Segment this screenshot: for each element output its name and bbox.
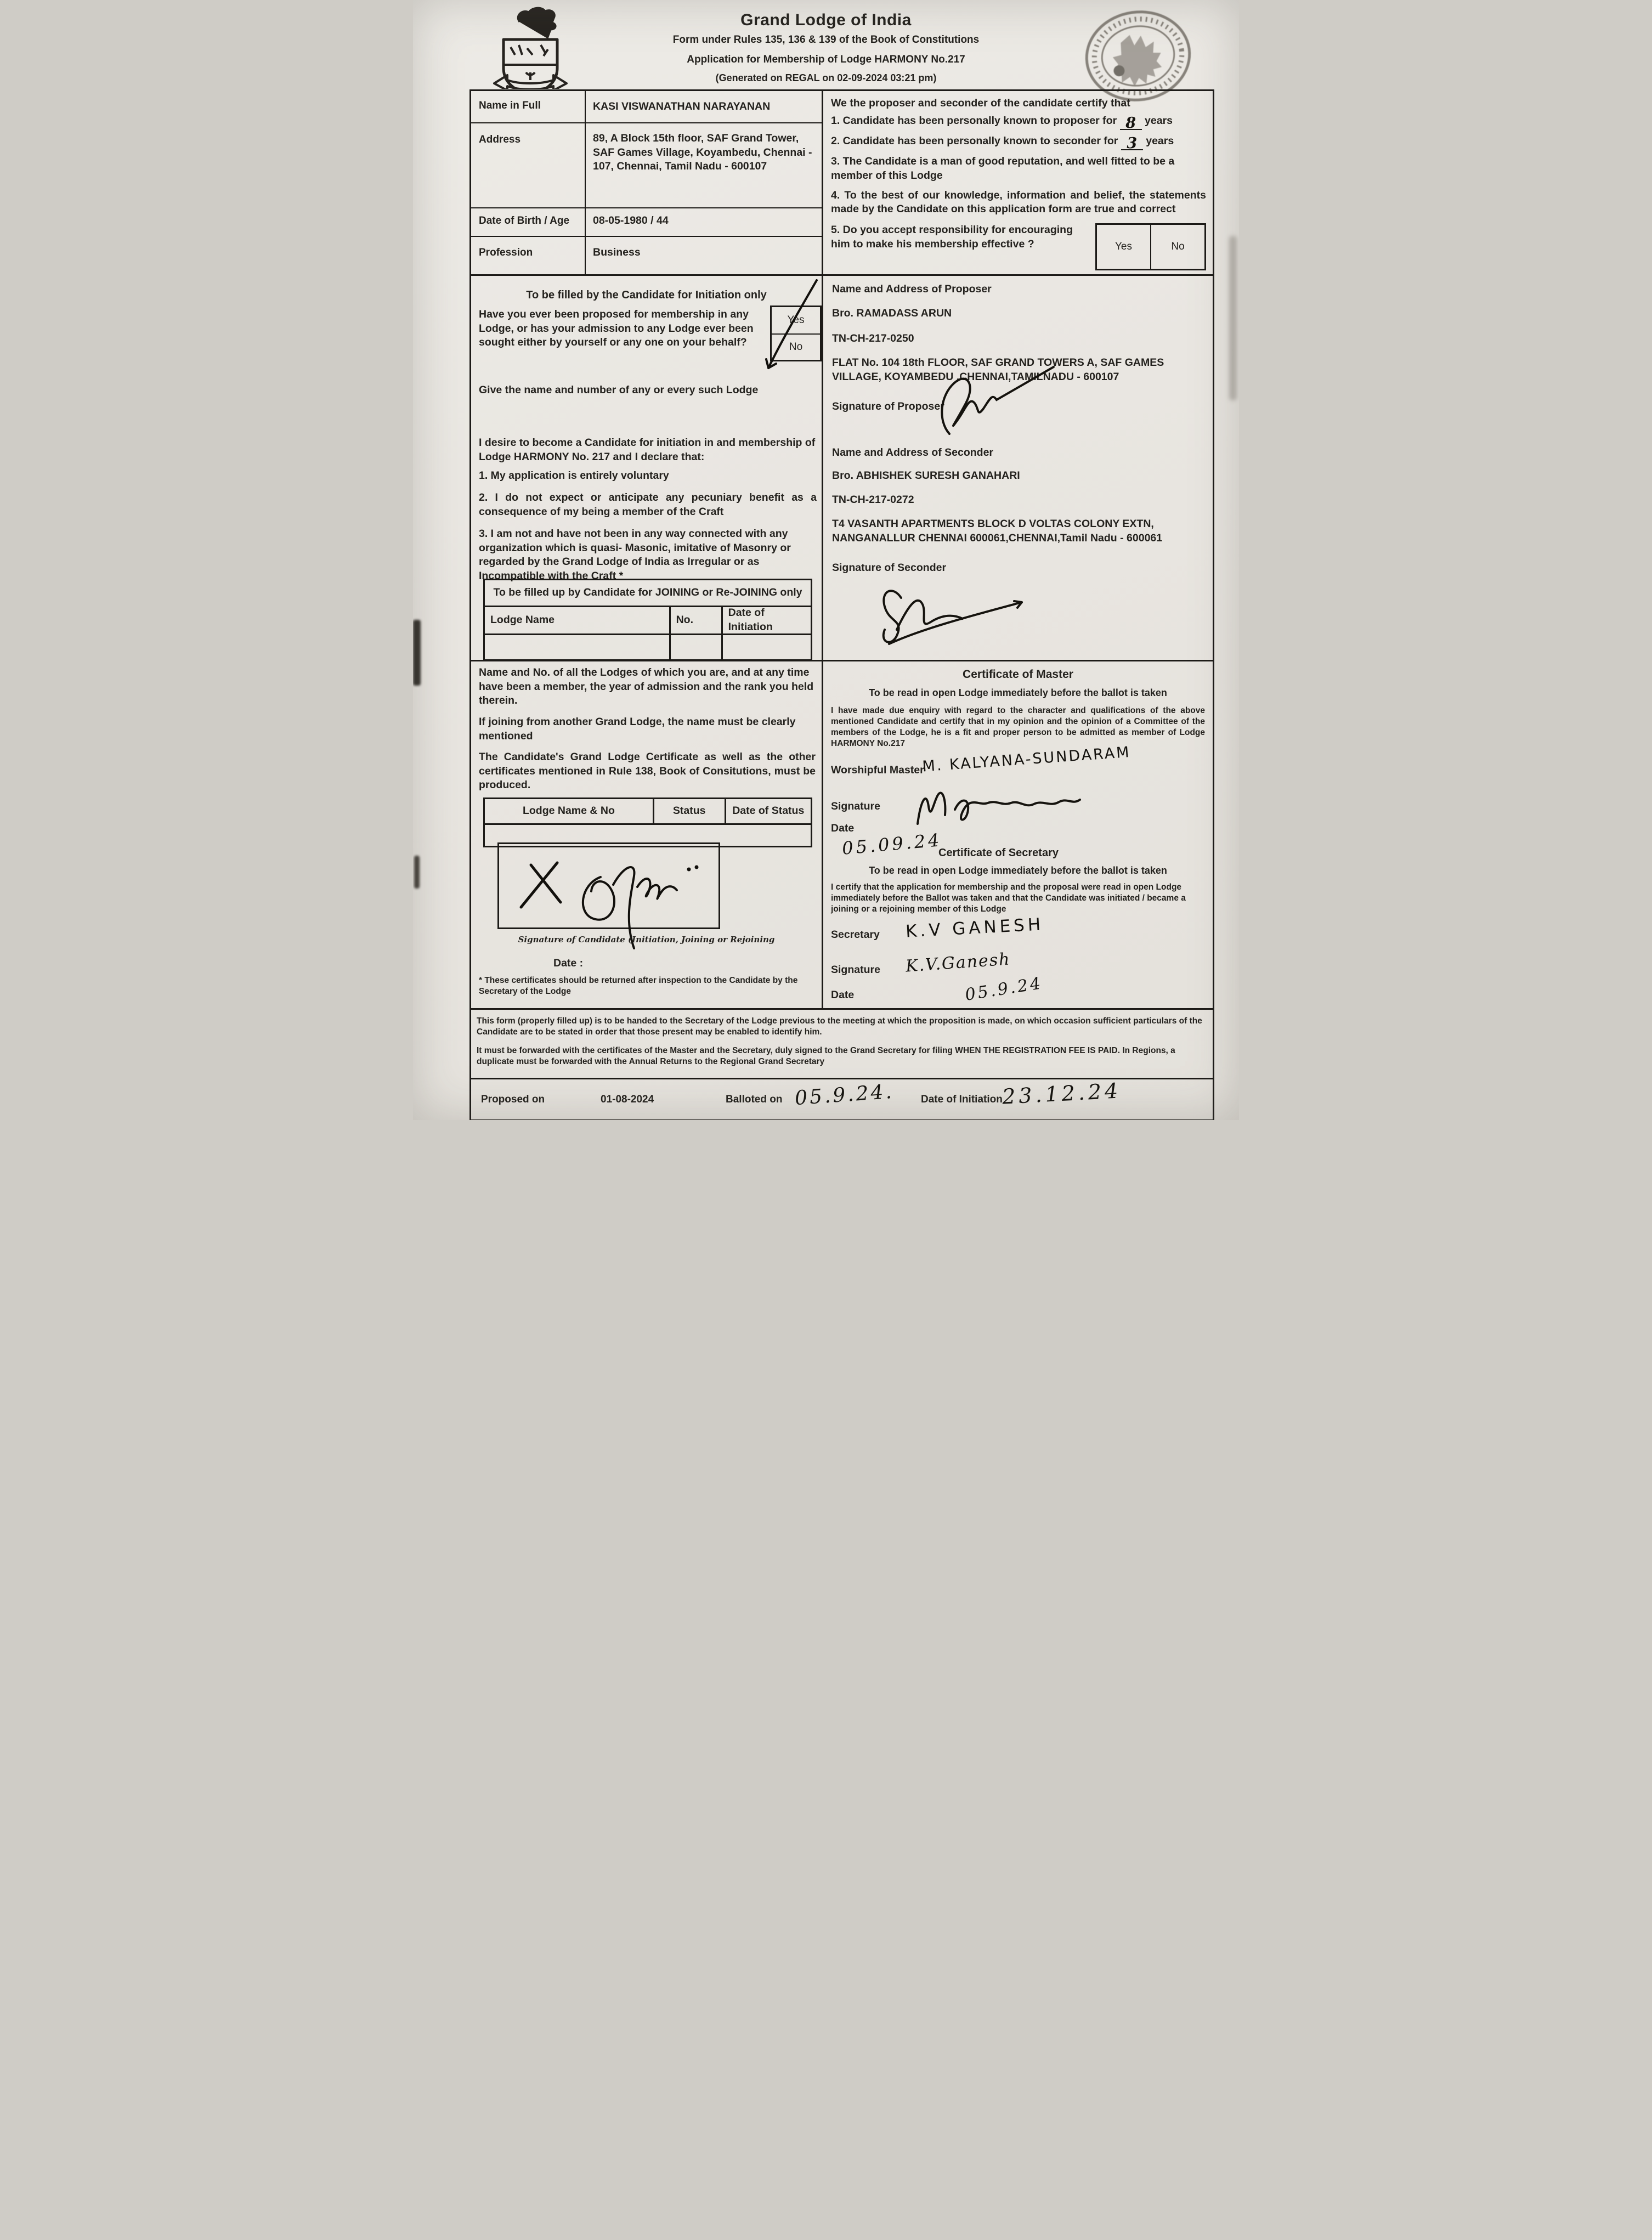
give-name-prompt: Give the name and number of any or every such Lodge (479, 384, 759, 396)
lodges-col-status: Status (654, 799, 726, 823)
scanned-form-page (413, 0, 1239, 1120)
field-label-profession: Profession (479, 247, 533, 258)
initiation-question: Have you ever been proposed for membership in any Lodge, or has your admission to any Lodge ever been sought either by yourself or any one on your behalf? (479, 308, 754, 349)
proposed-on-value: 01-08-2024 (601, 1094, 654, 1105)
proposer-address: FLAT No. 104 18th FLOOR, SAF GRAND TOWERS A, SAF GAMES VILLAGE, KOYAMBEDU ,CHENNAI,TAMILNADU - 600107 (832, 357, 1164, 383)
secretary-date-value: 05.9.24 (964, 974, 1044, 1005)
worshipful-master-label: Worshipful Master (831, 764, 924, 776)
joining-col-no: No. (671, 607, 723, 633)
row-divider (471, 122, 822, 123)
proposer-signature (922, 357, 1065, 445)
form-title: Grand Lodge of India (740, 11, 912, 29)
joining-table (483, 579, 812, 661)
joining-col-date: Date of Initiation (728, 607, 773, 633)
date-of-initiation-value: 23.12.24 (1001, 1078, 1122, 1109)
responsibility-yes-no-box (1095, 223, 1206, 270)
scan-artifact (413, 620, 421, 686)
declaration-intro: I desire to become a Candidate for initiation in and membership of Lodge HARMONY No. 217 and I declare that: (479, 437, 816, 463)
footer-row (471, 1079, 1213, 1118)
seconder-name: Bro. ABHISHEK SURESH GANAHARI (832, 470, 1020, 482)
note-para-1: This form (properly filled up) is to be handed to the Secretary of the Lodge previous to the meeting at which the proposition is made, on which occasion sufficient particulars of the Candidate are to be stated in order that those present may be enabled to identify him. (477, 1016, 1202, 1037)
declaration-item-2: 2. I do not expect or anticipate any pecuniary benefit as a consequence of my being a member of the Craft (479, 491, 817, 518)
proposer-heading: Name and Address of Proposer (832, 283, 992, 295)
master-date-value: 05.09.24 (841, 829, 943, 859)
certification-item-1: 1. Candidate has been personally known to proposer for 8 years (831, 114, 1173, 132)
master-certificate-subheading: To be read in open Lodge immediately before the ballot is taken (869, 687, 1167, 698)
proposer-signature-label: Signature of Proposer (832, 400, 944, 412)
note-para-2: It must be forwarded with the certificates of the Master and the Secretary, duly signed to the Grand Secretary for filing WHEN THE REGISTRATION FEE IS PAID. In Regions, a duplicate must be forwarded with the Annual Returns to the Regional Grand Secretary (477, 1046, 1175, 1067)
master-signature-label: Signature (831, 800, 880, 812)
proposed-on-label: Proposed on (481, 1094, 545, 1105)
candidate-signature-box (497, 842, 720, 929)
scan-artifact (1229, 236, 1237, 400)
scan-artifact (414, 856, 420, 889)
master-date-label: Date (831, 822, 855, 834)
seconder-signature (867, 575, 1043, 657)
initiation-yes-option[interactable]: Yes (772, 307, 820, 335)
proposer-name: Bro. RAMADASS ARUN (832, 307, 952, 319)
known-to-seconder-years-value: 3 (1121, 138, 1143, 150)
yes-checkmark-stroke (734, 276, 828, 375)
seconder-address: T4 VASANTH APARTMENTS BLOCK D VOLTAS COLONY EXTN, NANGANALLUR CHENNAI 600061,CHENNAI,Tamil Nadu - 600061 (832, 518, 1163, 544)
field-value-name: KASI VISWANATHAN NARAYANAN (593, 100, 771, 112)
master-signature (906, 776, 1087, 836)
candidate-signature-caption: Signature of Candidate (Initiation, Joining or Rejoining (518, 935, 775, 944)
certificates-footnote: * These certificates should be returned after inspection to the Candidate by the Secretary of the Lodge (479, 976, 798, 997)
initiation-heading: To be filled by the Candidate for Initiation only (526, 289, 767, 301)
worshipful-master-name: M. KALYANA-SUNDARAM (921, 743, 1131, 776)
lodges-para-1: Name and No. of all the Lodges of which you are, and at any time have been a member, the year of admission and the rank you held therein. (479, 666, 814, 707)
declaration-item-1: 1. My application is entirely voluntary (479, 470, 669, 482)
certification-block (831, 94, 1206, 273)
date-of-initiation-label: Date of Initiation (921, 1094, 1003, 1105)
lodges-para-2: If joining from another Grand Lodge, the name must be clearly mentioned (479, 716, 796, 742)
joining-table-empty-row (485, 635, 811, 659)
secretary-date-label: Date (831, 989, 855, 1001)
proposer-code: TN-CH-217-0250 (832, 332, 914, 344)
form-subtitle-application: Application for Membership of Lodge HARMONY No.217 (687, 54, 965, 65)
joining-table-heading: To be filled up by Candidate for JOINING or Re-JOINING only (485, 580, 811, 607)
lodges-col-date: Date of Status (732, 805, 805, 817)
field-value-profession: Business (593, 246, 641, 258)
lodges-table (483, 797, 812, 847)
lodges-col-name: Lodge Name & No (485, 799, 654, 823)
bottom-notes (477, 1011, 1208, 1068)
field-label-name: Name in Full (479, 100, 541, 111)
balloted-on-label: Balloted on (726, 1094, 783, 1105)
known-to-proposer-years-value: 8 (1120, 118, 1142, 130)
responsibility-no-option[interactable]: No (1171, 241, 1185, 253)
field-value-address: 89, A Block 15th floor, SAF Grand Tower, SAF Games Village, Koyambedu, Chennai - 107, Chennai, Tamil Nadu - 600107 (593, 132, 812, 173)
lodges-table-header-row (485, 799, 811, 825)
certification-item-5-row (831, 222, 1206, 270)
form-subtitle-rules: Form under Rules 135, 136 & 139 of the Book of Constitutions (672, 34, 980, 46)
lodges-para-3: The Candidate's Grand Lodge Certificate as well as the other certificates mentioned in Rule 138, Book of Consitutions, must be produced. (479, 751, 816, 791)
field-label-address: Address (479, 134, 521, 145)
certification-item-2: 2. Candidate has been personally known to seconder for 3 years (831, 134, 1174, 152)
form-outline (469, 89, 1214, 1120)
seconder-heading: Name and Address of Seconder (832, 446, 994, 459)
proposer-seconder-section (823, 276, 1213, 660)
row-divider (471, 236, 822, 237)
field-value-dob: 08-05-1980 / 44 (593, 214, 669, 227)
master-certificate-body: I have made due enquiry with regard to the character and qualifications of the above mentioned Candidate and certify that in my opinion and the opinion of a Committee of the members of the Lodge, he is a fit and proper person to be admitted as member of Lodge HARMONY No.217 (831, 706, 1205, 749)
seconder-code: TN-CH-217-0272 (832, 494, 914, 506)
secretary-certificate-heading: Certificate of Secretary (938, 847, 1059, 859)
balloted-on-value: 05.9.24. (794, 1080, 895, 1110)
certification-item-4: 4. To the best of our knowledge, information and belief, the statements made by the Candidate on this application form are true and correct (831, 189, 1206, 216)
certificates-section (823, 661, 1213, 1008)
secretary-signature-label: Signature (831, 964, 880, 976)
certification-item-3: 3. The Candidate is a man of good reputation, and well fitted to be a member of this Lodge (831, 155, 1175, 182)
secretary-name: K.V GANESH (905, 914, 1045, 942)
row-divider (471, 207, 822, 208)
joining-table-header-row (485, 607, 811, 635)
joining-col-lodge-name: Lodge Name (485, 607, 671, 633)
candidate-date-label: Date : (553, 957, 584, 969)
field-label-dob: Date of Birth / Age (479, 215, 570, 227)
lodges-section (471, 661, 822, 1008)
secretary-signature-value: K.V.Ganesh (905, 949, 1011, 976)
certification-intro: We the proposer and seconder of the candidate certify that (831, 97, 1130, 109)
secretary-certificate-subheading: To be read in open Lodge immediately before the ballot is taken (869, 865, 1167, 876)
master-certificate-heading: Certificate of Master (963, 668, 1073, 681)
seconder-signature-label: Signature of Seconder (832, 562, 947, 574)
certification-item-5: 5. Do you accept responsibility for encouraging him to make his membership effective ? (831, 224, 1073, 250)
initiation-section (471, 276, 822, 660)
label-column-divider (585, 91, 586, 274)
initiation-no-option[interactable]: No (789, 341, 803, 353)
section3-divider (471, 1008, 1213, 1010)
responsibility-yes-option[interactable]: Yes (1097, 225, 1151, 269)
declaration-item-3: 3. I am not and have not been in any way connected with any organization which is quasi- Masonic, imitative of Masonry or regarded by the Grand Lodge of India as Irregular or as Incompatible with the Craft * (479, 528, 791, 582)
form-subtitle-generated: (Generated on REGAL on 02-09-2024 03:21 pm) (715, 72, 937, 83)
secretary-label: Secretary (831, 929, 880, 941)
secretary-certificate-body: I certify that the application for membership and the proposal were read in open Lodge immediately before the Ballot was taken and that the Candidate was initiated / became a joining or a rejoining member of this Lodge (831, 883, 1186, 914)
